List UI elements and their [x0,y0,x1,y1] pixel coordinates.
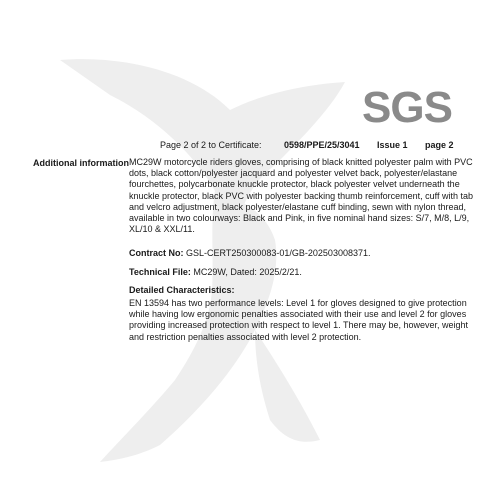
technical-file-line [129,266,302,278]
page-number: page 2 [425,140,454,150]
certificate-number: 0598/PPE/25/3041 [284,140,360,150]
header-prefix: Page 2 of 2 to Certificate: [160,140,262,150]
contract-line [129,247,370,259]
technical-file-value: MC29W, Dated: 2025/2/21. [193,267,302,277]
additional-information-section [129,157,481,235]
contract-value: GSL-CERT250300083-01/GB-202503008371. [186,248,371,258]
detailed-characteristics-text: EN 13594 has two performance levels: Level 1 for gloves designed to give protection while having low ergonomic penalties associated with their use and level 2 for gloves providing increased protection with respect to level 1. There may be, however, weight and restriction penalties associated with level 2 protection. [129,298,469,342]
additional-information-label: Additional information [33,158,129,168]
issue-number: Issue 1 [377,140,408,150]
additional-information-text: MC29W motorcycle riders gloves, comprising of black knitted polyester palm with PVC dots, black cotton/polyester jacquard and polyester velvet back, polyester/elastane fourchettes, polycarbonate knuckle protector, black polyester velvet underneath the knuckle protector, black PVC with polyester backing thumb reinforcement, cuff with tab and velcro adjustment, black polyester/elastane cuff binding, sewn with nylon thread, available in two colourways: Black and Pink, in five nominal hand sizes: S/7, M/8, L/9, XL/10 & XXL/11. [129,157,473,235]
contract-label: Contract No: [129,248,184,258]
detailed-characteristics-heading: Detailed Characteristics: [129,285,235,295]
technical-file-label: Technical File: [129,267,191,277]
sgs-logo: SGS [362,83,452,132]
